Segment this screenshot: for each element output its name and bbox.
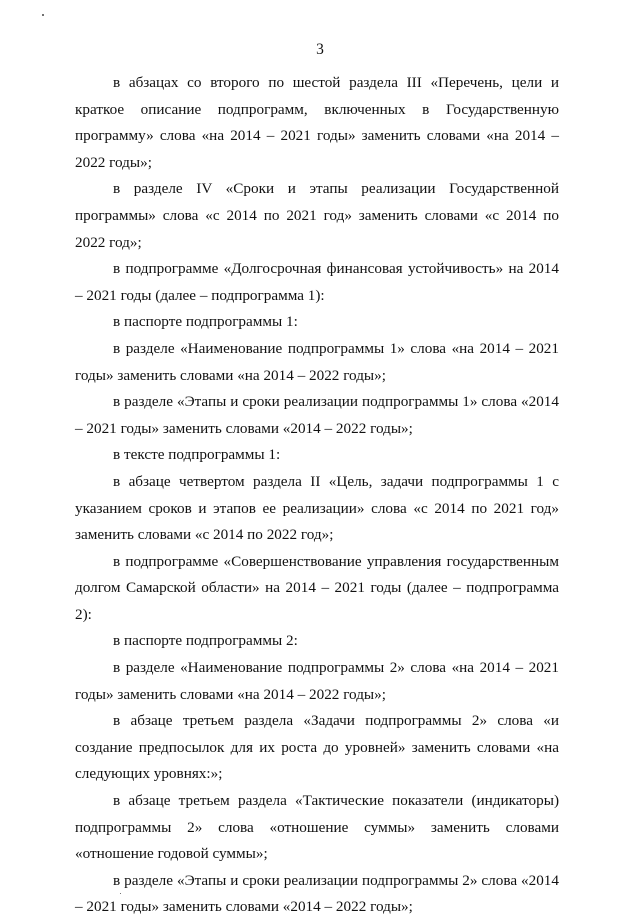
- paragraph: в абзаце четвертом раздела II «Цель, задачи подпрограммы 1 с указанием сроков и этапов ее реализации» слова «с 2014 по 2021 год» заменить словами «с 2014 по 2022 год»;: [75, 472, 559, 544]
- paragraph: в подпрограмме «Долгосрочная финансовая устойчивость» на 2014 – 2021 годы (далее – подпрограмма 1):: [75, 260, 559, 304]
- paragraph: в разделе «Этапы и сроки реализации подпрограммы 1» слова «2014 – 2021 годы» заменить словами «2014 – 2022 годы»;: [75, 393, 559, 437]
- paragraph: в разделе «Наименование подпрограммы 2» слова «на 2014 – 2021 годы» заменить словами «на 2014 – 2022 годы»;: [75, 659, 559, 703]
- paragraph: в разделе «Этапы и сроки реализации подпрограммы 2» слова «2014 – 2021 годы» заменить словами «2014 – 2022 годы»;: [75, 871, 559, 916]
- document-body: [75, 70, 559, 921]
- paragraph: в абзаце третьем раздела «Задачи подпрограммы 2» слова «и создание предпосылок для их роста до уровней» заменить словами «на следующих уровнях:»;: [75, 712, 559, 783]
- paragraph: в разделе IV «Сроки и этапы реализации Государственной программы» слова «с 2014 по 2021 год» заменить словами «с 2014 по 2022 год»;: [75, 180, 559, 251]
- paragraph: в тексте подпрограммы 1:: [113, 446, 281, 464]
- page-number: 3: [316, 41, 324, 58]
- paragraph: в абзацах со второго по шестой раздела III «Перечень, цели и краткое описание подпрограмм, включенных в Государственную программу» слова «на 2014 – 2021 годы» заменить словами «на 2014 – 2022 годы»;: [75, 74, 559, 171]
- scan-speck: [42, 14, 44, 16]
- paragraph: в подпрограмме «Совершенствование управления государственным долгом Самарской области» на 2014 – 2021 годы (далее – подпрограмма 2):: [75, 552, 559, 623]
- paragraph: в паспорте подпрограммы 2:: [113, 632, 298, 650]
- paragraph: в паспорте подпрограммы 1:: [113, 313, 298, 331]
- paragraph: в разделе «Наименование подпрограммы 1» слова «на 2014 – 2021 годы» заменить словами «на 2014 – 2022 годы»;: [75, 339, 559, 384]
- paragraph: в абзаце третьем раздела «Тактические показатели (индикаторы) подпрограммы 2» слова «отношение суммы» заменить словами «отношение годовой суммы»;: [75, 792, 559, 863]
